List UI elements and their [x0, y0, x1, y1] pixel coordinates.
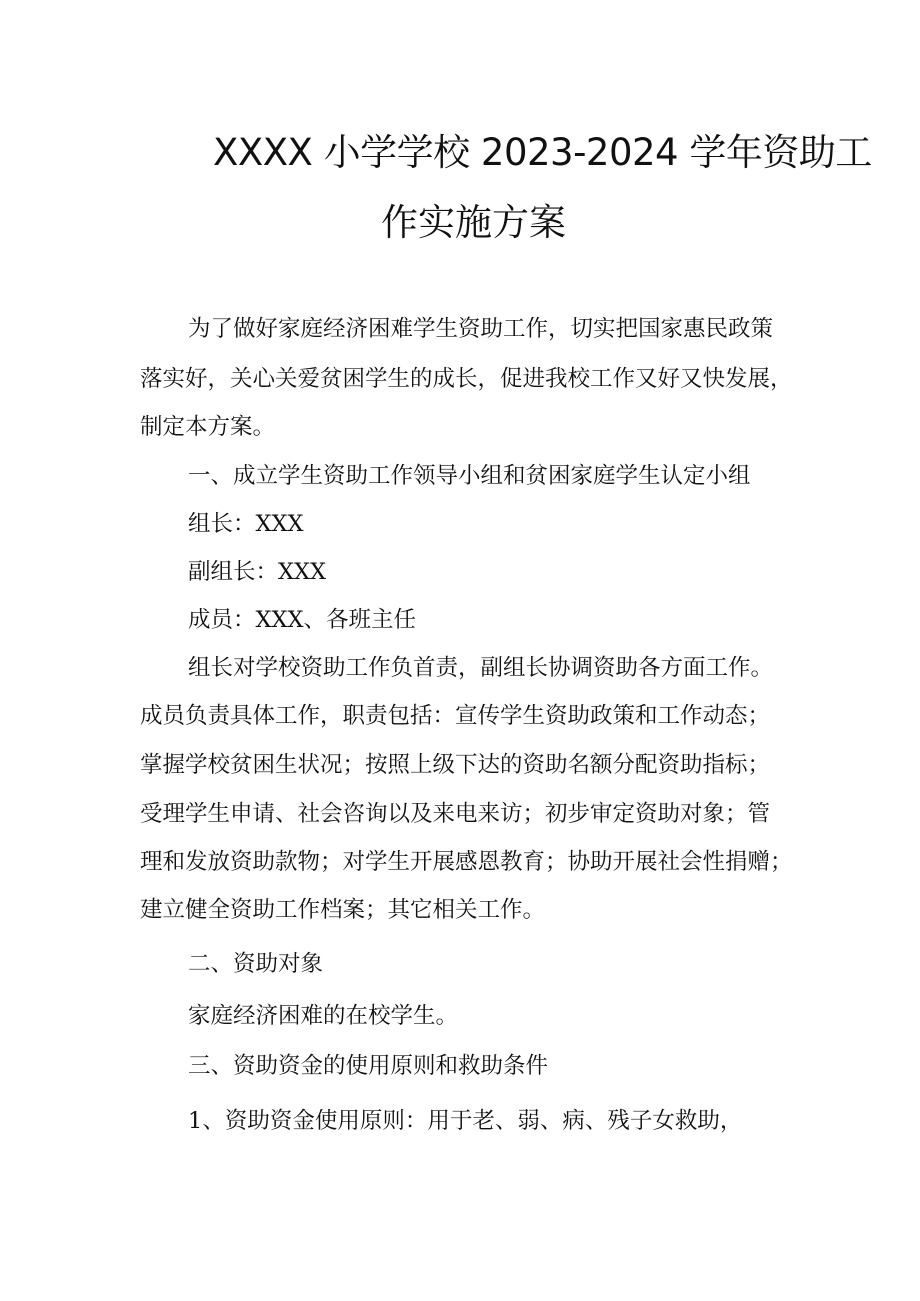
section-1-heading: 一、成立学生资助工作领导小组和贫困家庭学生认定小组 [188, 463, 751, 489]
duties-line-2: 成员负责具体工作，职责包括：宣传学生资助政策和工作动态； [140, 703, 771, 729]
intro-paragraph-line-3: 制定本方案。 [140, 414, 276, 440]
duties-line-5: 理和发放资助款物；对学生开展感恩教育；协助开展社会性捐赠； [140, 849, 793, 875]
section-2-text: 家庭经济困难的在校学生。 [188, 1003, 459, 1029]
document-title-line-1: XXXX 小学学校 2023-2024 学年资助工 [213, 131, 872, 174]
duties-line-4: 受理学生申请、社会咨询以及来电来访；初步审定资助对象；管 [140, 801, 771, 827]
group-deputy-leader: 副组长：XXX [188, 559, 327, 585]
section-3-item-1: 1、资助资金使用原则：用于老、弱、病、残子女救助， [188, 1108, 743, 1134]
duties-line-1: 组长对学校资助工作负首责，副组长协调资助各方面工作。 [188, 655, 774, 681]
intro-paragraph-line-2: 落实好，关心关爱贫困学生的成长，促进我校工作又好又快发展， [140, 366, 793, 392]
section-3-heading: 三、资助资金的使用原则和救助条件 [188, 1053, 549, 1079]
document-title-line-2: 作实施方案 [381, 201, 566, 244]
duties-line-6: 建立健全资助工作档案；其它相关工作。 [140, 897, 546, 923]
intro-paragraph-line-1: 为了做好家庭经济困难学生资助工作，切实把国家惠民政策 [188, 316, 774, 342]
duties-line-3: 掌握学校贫困生状况；按照上级下达的资助名额分配资助指标； [140, 752, 771, 778]
group-members: 成员：XXX、各班主任 [188, 607, 417, 633]
group-leader: 组长：XXX [188, 511, 304, 537]
section-2-heading: 二、资助对象 [188, 951, 324, 977]
